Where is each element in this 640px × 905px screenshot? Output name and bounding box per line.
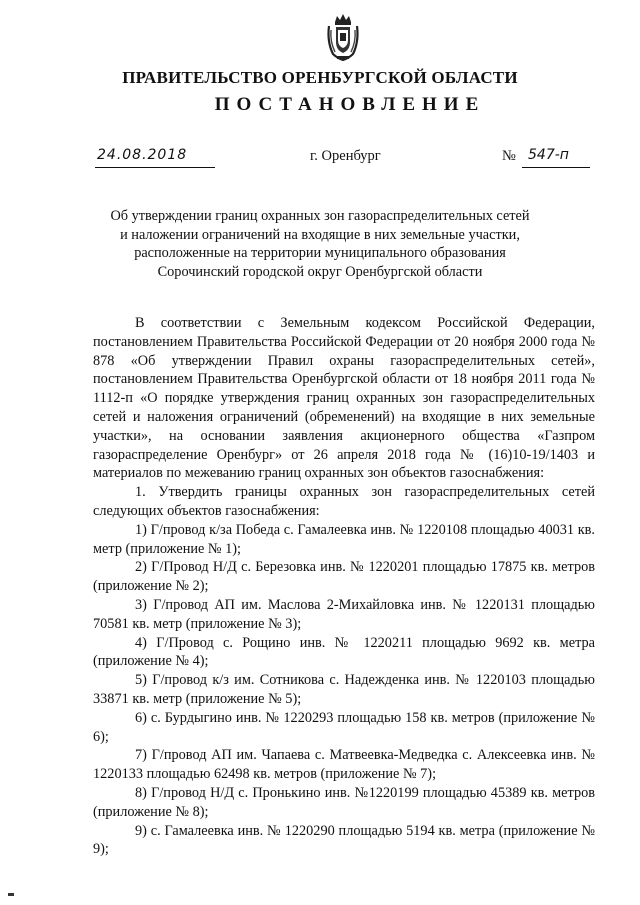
subject-line: Об утверждении границ охранных зон газораспределительных сетей bbox=[110, 208, 530, 224]
subject-line: Сорочинский городской округ Оренбургской области bbox=[157, 263, 483, 280]
document-number: 547-п bbox=[528, 147, 569, 163]
list-item: 8) Г/провод Н/Д с. Пронькино инв. №1220199 площадью 45389 кв. метров (приложение № 8); bbox=[93, 784, 595, 820]
list-item: 9) с. Гамалеевка инв. № 1220290 площадью 5194 кв. метра (приложение № 9); bbox=[93, 822, 595, 858]
date-field bbox=[95, 147, 215, 168]
list-item: 2) Г/Провод Н/Д с. Березовка инв. № 1220201 площадью 17875 кв. метров (приложение № 2); bbox=[93, 559, 595, 595]
subject-line: расположенные на территории муниципального образования bbox=[134, 245, 506, 261]
document-type-title: ПОСТАНОВЛЕНИЕ bbox=[214, 94, 486, 115]
document-date: 24.08.2018 bbox=[97, 147, 188, 163]
preamble-paragraph: В соответствии с Земельным кодексом Российской Федерации, постановлением Правительства Российской Федерации от 20 ноября 2000 года № 878 «Об утверждении Правил охраны газораспределительных сетей», постановлением Правительства Оренбургской области от 18 ноября 2011 года № 1112-п «О порядке утверждения границ охранных зон газораспределительных сетей и наложения ограничений (обременений) на входящие в них земельные участки», на основании заявления акционерного общества «Газпром газораспределение Оренбург» от 26 апреля 2018 года № (16)10-19/1403 и материалов по межеванию границ охранных зон объектов газоснабжения: bbox=[93, 315, 595, 482]
list-item: 5) Г/провод к/з им. Сотникова с. Надежденка инв. № 1220103 площадью 33871 кв. метр (приложение № 5); bbox=[93, 672, 595, 707]
document-meta-row bbox=[0, 147, 640, 171]
list-item: 1) Г/провод к/за Победа с. Гамалеевка инв. № 1220108 площадью 40031 кв. метр (приложение № 1); bbox=[93, 521, 595, 557]
document-body bbox=[93, 314, 595, 859]
number-field bbox=[522, 147, 590, 168]
list-item: 3) Г/провод АП им. Маслова 2-Михайловка инв. № 1220131 площадью 70581 кв. метр (приложение № 3); bbox=[93, 596, 595, 632]
list-item: 6) с. Бурдыгино инв. № 1220293 площадью 158 кв. метров (приложение № 6); bbox=[93, 709, 595, 745]
government-title: ПРАВИТЕЛЬСТВО ОРЕНБУРГСКОЙ ОБЛАСТИ bbox=[122, 68, 518, 87]
coat-of-arms-icon bbox=[325, 12, 361, 62]
document-city: г. Оренбург bbox=[310, 148, 381, 164]
subject-line: и наложении ограничений на входящие в них земельные участки, bbox=[120, 226, 520, 243]
document-number-label: № bbox=[502, 148, 516, 164]
clause-1-paragraph: 1. Утвердить границы охранных зон газораспределительных сетей следующих объектов газоснабжения: bbox=[93, 484, 595, 519]
list-item: 4) Г/Провод с. Рощино инв. № 1220211 площадью 9692 кв. метра (приложение № 4); bbox=[93, 634, 595, 670]
list-item: 7) Г/провод АП им. Чапаева с. Матвеевка-Медведка с. Алексеевка инв. № 1220133 площадью 62498 кв. метров (приложение № 7); bbox=[93, 747, 595, 783]
document-subject bbox=[90, 207, 550, 281]
scan-artifact bbox=[8, 893, 14, 896]
